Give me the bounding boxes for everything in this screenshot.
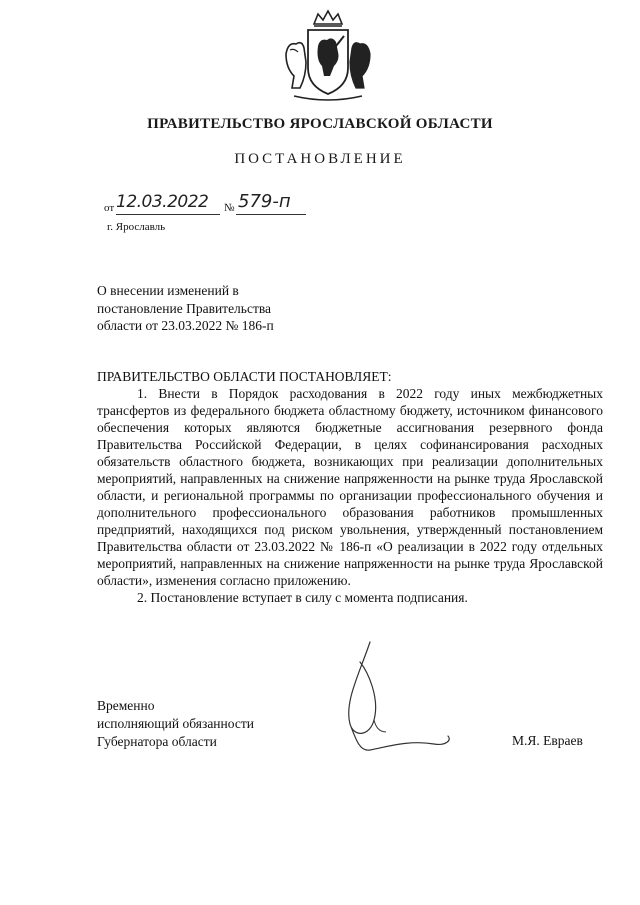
document-subject <box>97 282 357 335</box>
body-paragraph-1: 1. Внести в Порядок расходования в 2022 году иных межбюджетных трансфертов из федерального бюджета областному бюджету, источником финансового обеспечения которых являются бюджетные ассигнования резервного фонда Правительства Российской Федерации, в целях софинансирования расходных обязательств областного бюджета, возникающих при реализации дополнительных мероприятий, направленных на снижение напряженности на рынке труда Ярославской области, и региональной программы по организации профессионального обучения и дополнительного профессионального образования работников промышленных предприятий, находящихся под риском увольнения, утвержденный постановлением Правительства области от 23.03.2022 № 186-п «О реализации в 2022 году отдельных мероприятий, направленных на снижение напряженности на рынке труда Ярославской области», изменения согласно приложению. <box>97 386 603 588</box>
subject-line: О внесении изменений в <box>97 283 239 298</box>
date-number-line <box>104 191 334 224</box>
signatory-line: исполняющий обязанности <box>97 716 254 731</box>
document-type: ПОСТАНОВЛЕНИЕ <box>234 151 406 167</box>
number-sign: № <box>224 202 235 214</box>
signatory-name: М.Я. Евраев <box>512 733 583 748</box>
signatory-line: Временно <box>97 698 155 713</box>
handwritten-number: 579-п <box>238 191 291 212</box>
handwritten-signature <box>330 632 470 772</box>
subject-line: области от 23.03.2022 № 186-п <box>97 318 274 333</box>
coat-of-arms-emblem <box>280 6 376 106</box>
resolves-heading: ПРАВИТЕЛЬСТВО ОБЛАСТИ ПОСТАНОВЛЯЕТ: <box>97 369 392 384</box>
date-underline <box>116 214 220 215</box>
city-label: г. Ярославль <box>107 221 166 233</box>
government-title: ПРАВИТЕЛЬСТВО ЯРОСЛАВСКОЙ ОБЛАСТИ <box>147 116 493 132</box>
body-paragraph-2: 2. Постановление вступает в силу с момента подписания. <box>137 590 468 605</box>
number-underline <box>236 214 306 215</box>
handwritten-date: 12.03.2022 <box>116 192 209 212</box>
document-body <box>97 385 603 606</box>
date-prefix: от <box>104 202 115 214</box>
signatory-line: Губернатора области <box>97 734 217 749</box>
signatory-position <box>97 697 254 751</box>
subject-line: постановление Правительства <box>97 300 272 316</box>
